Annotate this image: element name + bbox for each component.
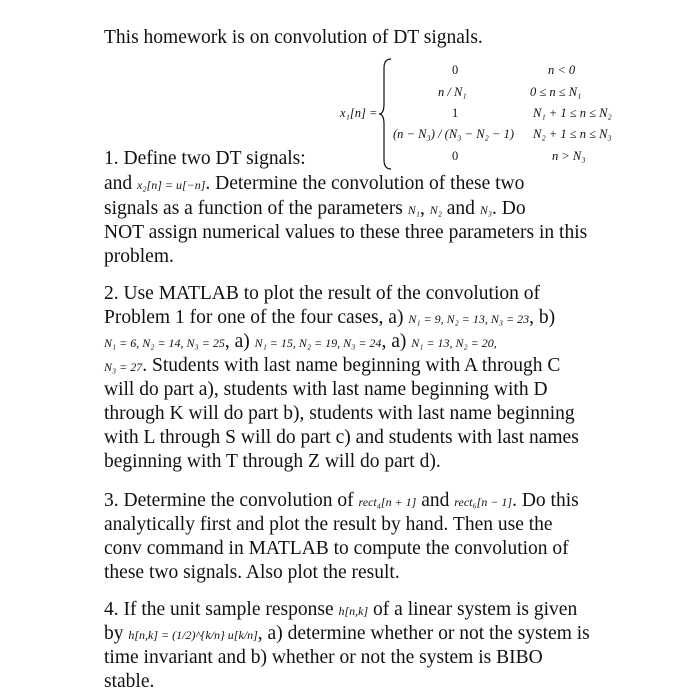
case-c-label: , a) (224, 331, 250, 352)
p1-and-2: and (446, 198, 475, 219)
p1-line2 (104, 172, 618, 197)
case-d-params: N₁ = 13, N₂ = 20, (411, 336, 497, 350)
p2-line4 (104, 354, 560, 379)
case-4-value: 0 (452, 149, 459, 163)
p2-line2-pre: Problem 1 for one of the four cases, a) (104, 307, 404, 328)
case-0-condition: n < 0 (548, 63, 576, 77)
h-symbol: h[n,k] (338, 604, 369, 618)
p4-line1-pre: 4. If the unit sample response (104, 599, 334, 620)
p1-line2-post: . Determine the convolution of these two (205, 173, 525, 194)
case-3-value: (n − N₃) / (N₃ − N₂ − 1) (393, 127, 514, 141)
case-c-params: N₁ = 15, N₂ = 19, N₃ = 24 (254, 336, 382, 350)
p3-line1-post: . Do this (512, 490, 579, 511)
p3-line4: these two signals. Also plot the result. (104, 562, 400, 583)
p4-line2-post: , a) determine whether or not the system is (257, 623, 590, 644)
case-d-label: , a) (381, 331, 407, 352)
case-b-label: , b) (529, 307, 556, 328)
p2-line4-post: . Students with last name beginning with A through C (142, 355, 561, 376)
p3-and: and (421, 490, 450, 511)
p2-line1: 2. Use MATLAB to plot the result of the convolution of (104, 283, 540, 304)
p2-line3 (104, 330, 497, 355)
param-n1: N₁ (407, 203, 420, 217)
piecewise-brace (379, 58, 393, 170)
case-4-condition: n > N₃ (552, 149, 586, 163)
p4-line3: time invariant and b) whether or not the system is BIBO (104, 647, 543, 668)
case-2-value: 1 (452, 106, 459, 120)
p2-line2 (104, 306, 555, 331)
p3-line1-pre: 3. Determine the convolution of (104, 490, 354, 511)
rect6-signal: rect₆[n − 1] (454, 495, 513, 509)
case-b-params: N₁ = 6, N₂ = 14, N₃ = 25 (104, 336, 225, 350)
p1-line1: 1. Define two DT signals: (104, 148, 306, 169)
intro-text: This homework is on convolution of DT signals. (104, 27, 483, 48)
case-3-condition: N₂ + 1 ≤ n ≤ N₃ (533, 127, 612, 141)
piecewise-lhs: x₁[n] = (340, 106, 378, 120)
param-n3: N₃ (479, 203, 492, 217)
p1-and: and (104, 173, 133, 194)
param-n2: N₂ (429, 203, 442, 217)
case-d-params-2: N₃ = 27 (104, 360, 143, 374)
p3-line2: analytically first and plot the result by hand. Then use the (104, 514, 553, 535)
case-1-value: n / N₁ (438, 85, 467, 99)
p3-line1 (104, 489, 579, 514)
p1-line3-pre: signals as a function of the parameters (104, 198, 403, 219)
case-2-condition: N₁ + 1 ≤ n ≤ N₂ (533, 106, 612, 120)
p1-line4: NOT assign numerical values to these three parameters in this (104, 222, 588, 243)
p4-by: by (104, 623, 124, 644)
p3-line3: conv command in MATLAB to compute the convolution of (104, 538, 569, 559)
p2-line7: with L through S will do part c) and students with last names (104, 427, 579, 448)
p4-line1-post: of a linear system is given (373, 599, 578, 620)
p4-line1 (104, 598, 577, 623)
case-a-params: N₁ = 9, N₂ = 13, N₃ = 23 (408, 312, 530, 326)
p2-line5: will do part a), students with last name beginning with D (104, 379, 548, 400)
p2-line6: through K will do part b), students with last name beginning (104, 403, 575, 424)
p4-line4: stable. (104, 671, 155, 692)
p1-line3-post: . Do (492, 198, 526, 219)
p4-line2 (104, 622, 590, 647)
x2-definition: x₂[n] = u[−n] (137, 178, 206, 192)
h-definition: h[n,k] = (1/2)^{k/n} u[k/n] (128, 628, 258, 642)
p2-line8: beginning with T through Z will do part d). (104, 451, 441, 472)
case-1-condition: 0 ≤ n ≤ N₁ (530, 85, 582, 99)
rect4-signal: rect₄[n + 1] (358, 495, 417, 509)
p1-line3: signals as a function of the parameters N₁, N₂ and N₃. Do (104, 198, 526, 219)
p1-line5: problem. (104, 246, 174, 267)
case-0-value: 0 (452, 63, 459, 77)
